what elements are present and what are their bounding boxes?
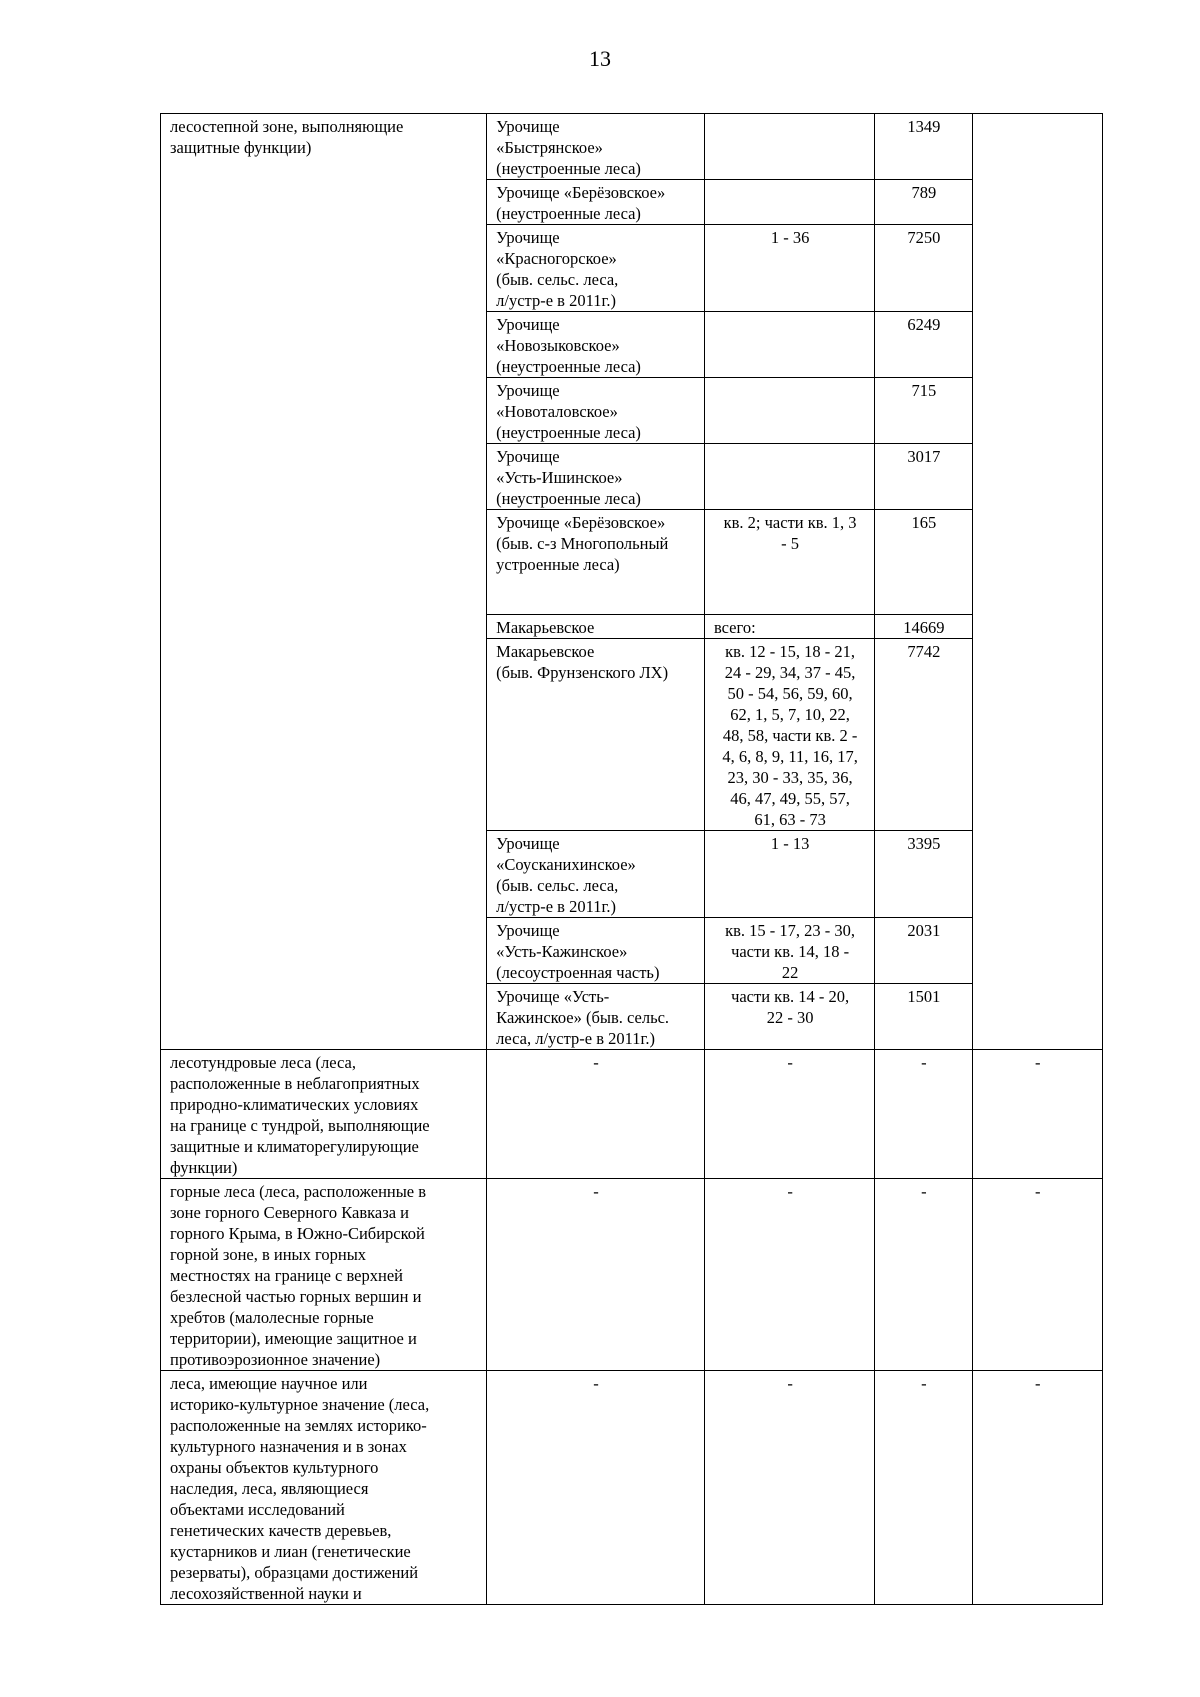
dash-cell: - [487,1050,705,1179]
category-cell: горные леса (леса, расположенные в зоне горного Северного Кавказа и горного Крыма, в Южно-Сибирской горной зоне, в иных горных местностях на границе с верхней безлесной частью горных вершин и хребтов (малолесные горные территории), имеющие защитное и противоэрозионное значение) [161,1179,487,1371]
forest-name-cell: Урочище «Быстрянское» (неустроенные леса) [487,114,705,180]
dash-cell: - [704,1179,874,1371]
dash-cell: - [704,1371,874,1605]
forest-name-cell: Урочище «Берёзовское» (неустроенные леса) [487,180,705,225]
quarters-cell [704,312,874,378]
dash-cell: - [875,1179,972,1371]
forest-name-cell: Урочище «Усть- Кажинское» (быв. сельс. леса, л/устр-е в 2011г.) [487,984,705,1050]
quarters-cell [704,114,874,180]
quarters-cell: всего: [704,615,874,639]
quarters-cell: кв. 2; части кв. 1, 3 - 5 [704,510,874,615]
area-cell: 3017 [875,444,972,510]
dash-cell: - [487,1371,705,1605]
forest-name-cell: Урочище «Берёзовское» (быв. с-з Многопольный устроенные леса) [487,510,705,615]
forest-table [160,113,1103,1605]
quarters-cell [704,378,874,444]
dash-cell: - [875,1050,972,1179]
dash-cell: - [972,1050,1103,1179]
empty-cell [972,114,1103,1050]
dash-cell: - [972,1179,1103,1371]
forest-name-cell: Макарьевское (быв. Фрунзенского ЛХ) [487,639,705,831]
quarters-cell [704,444,874,510]
dash-cell: - [487,1179,705,1371]
page-number: 13 [589,46,611,71]
quarters-cell: кв. 12 - 15, 18 - 21, 24 - 29, 34, 37 - 45, 50 - 54, 56, 59, 60, 62, 1, 5, 7, 10, 22, 48, 58, части кв. 2 - 4, 6, 8, 9, 11, 16, 17, 23, 30 - 33, 35, 36, 46, 47, 49, 55, 57, 61, 63 - 73 [704,639,874,831]
area-cell: 715 [875,378,972,444]
table-row [161,1371,1103,1605]
area-cell: 165 [875,510,972,615]
category-cell: леса, имеющие научное или историко-культурное значение (леса, расположенные на землях историко- культурного назначения и в зонах охраны объектов культурного наследия, леса, являющиеся объектами исследований генетических качеств деревьев, кустарников и лиан (генетические резерваты), образцами достижений лесохозяйственной науки и [161,1371,487,1605]
table-row [161,1179,1103,1371]
table-row [161,1050,1103,1179]
area-cell: 1349 [875,114,972,180]
category-cell: лесотундровые леса (леса, расположенные в неблагоприятных природно-климатических условиях на границе с тундрой, выполняющие защитные и климаторегулирующие функции) [161,1050,487,1179]
quarters-cell [704,180,874,225]
dash-cell: - [704,1050,874,1179]
area-cell: 3395 [875,831,972,918]
category-cell: лесостепной зоне, выполняющие защитные функции) [161,114,487,1050]
area-cell: 14669 [875,615,972,639]
quarters-cell: кв. 15 - 17, 23 - 30, части кв. 14, 18 - 22 [704,918,874,984]
forest-name-cell: Урочище «Красногорское» (быв. сельс. леса, л/устр-е в 2011г.) [487,225,705,312]
area-cell: 2031 [875,918,972,984]
forest-name-cell: Урочище «Новоталовское» (неустроенные леса) [487,378,705,444]
dash-cell: - [972,1371,1103,1605]
forest-name-cell: Урочище «Усть-Ишинское» (неустроенные леса) [487,444,705,510]
forest-name-cell: Урочище «Соусканихинское» (быв. сельс. леса, л/устр-е в 2011г.) [487,831,705,918]
quarters-cell: 1 - 13 [704,831,874,918]
forest-name-cell: Урочище «Усть-Кажинское» (лесоустроенная часть) [487,918,705,984]
table-row [161,114,1103,180]
area-cell: 7742 [875,639,972,831]
area-cell: 1501 [875,984,972,1050]
dash-cell: - [875,1371,972,1605]
forest-name-cell: Макарьевское [487,615,705,639]
quarters-cell: 1 - 36 [704,225,874,312]
area-cell: 6249 [875,312,972,378]
area-cell: 789 [875,180,972,225]
quarters-cell: части кв. 14 - 20, 22 - 30 [704,984,874,1050]
area-cell: 7250 [875,225,972,312]
forest-name-cell: Урочище «Новозыковское» (неустроенные леса) [487,312,705,378]
